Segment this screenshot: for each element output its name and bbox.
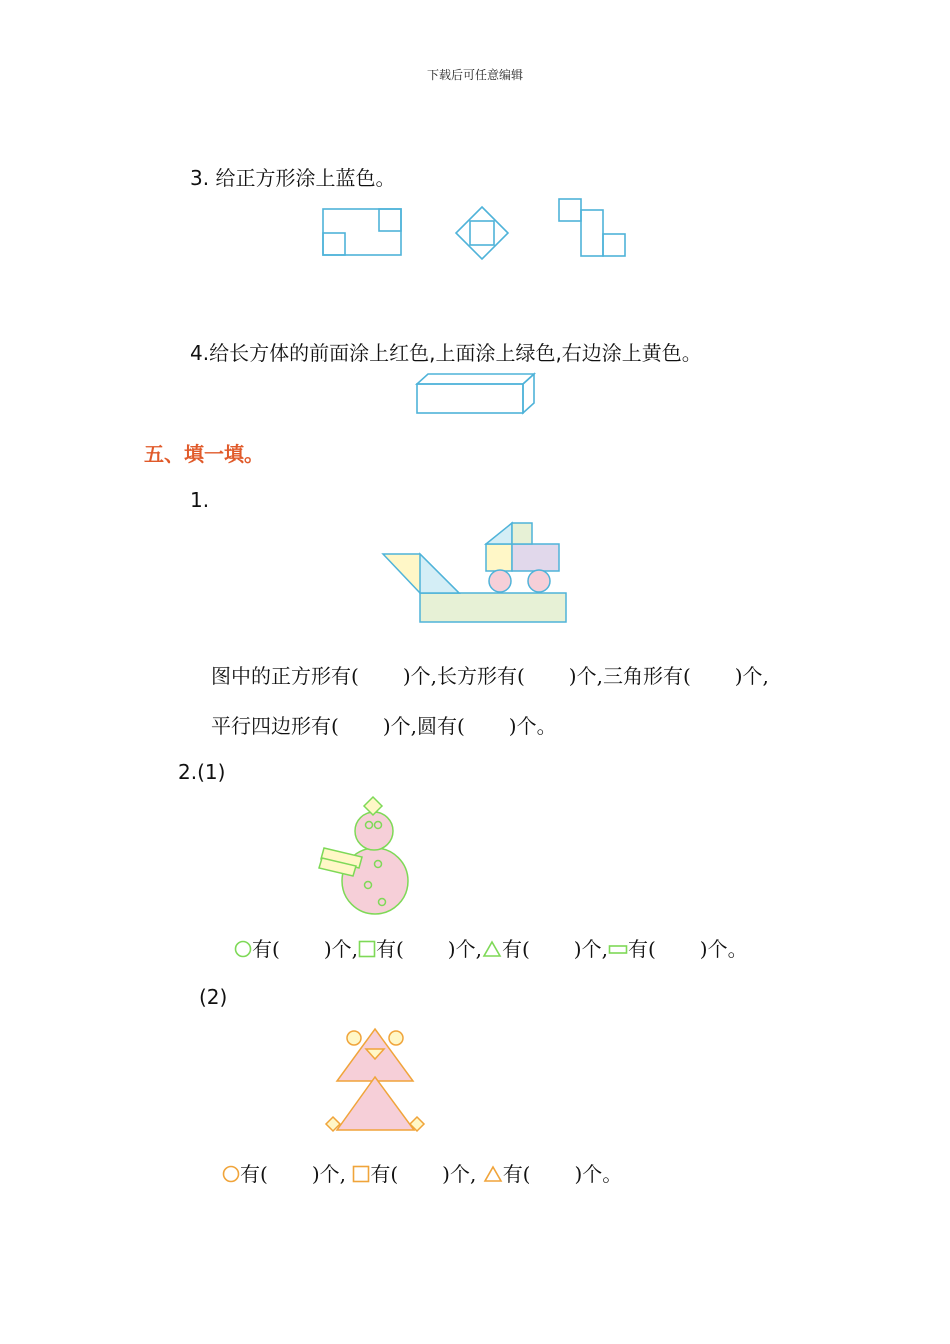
text-segment: )个, [311,1162,353,1186]
question-4-text: 4.给长方体的前面涂上红色,上面涂上绿色,右边涂上黄色。 [190,341,702,365]
section-5-title: 五、填一填。 [144,442,264,466]
text-segment: 平行四边形有( [211,714,339,738]
text-segment: )个, [442,1162,483,1186]
text-segment: 图中的正方形有( [211,664,359,688]
text-segment: 有( [252,937,280,961]
text-segment: )个, [447,937,482,961]
text-segment: 有( [502,1162,531,1186]
page-header: 下载后可任意编辑 [426,68,523,82]
text-segment: )个。 [699,937,748,961]
item-2-2-line [222,1158,622,1187]
bear-ear-right [389,1031,403,1045]
text-segment: 有( [240,1162,268,1186]
text-segment: )个。 [574,1162,623,1186]
circle-icon [222,1165,240,1183]
triangle-icon [483,1165,503,1183]
text-segment: 有( [370,1162,399,1186]
text-segment: )个, [734,664,769,688]
bear-body-triangle [337,1077,414,1130]
text-segment: 有( [627,937,656,961]
item-1-label: 1. [190,488,210,512]
text-segment: )个, [573,937,608,961]
question-3-text: 3. 给正方形涂上蓝色。 [190,166,396,190]
text-segment: )个,三角形有( [568,664,691,688]
text-segment: 有( [375,937,404,961]
bear-ear-left [347,1031,361,1045]
square-icon [352,1165,370,1183]
text-segment: )个。 [508,714,557,738]
item-2-2-label: (2) [199,985,228,1009]
item-2-1-label: 2.(1) [178,760,226,784]
text-segment: )个, [323,937,358,961]
text-segment: 有( [501,937,530,961]
text-segment: )个,长方形有( [402,664,525,688]
text-segment: )个,圆有( [382,714,465,738]
